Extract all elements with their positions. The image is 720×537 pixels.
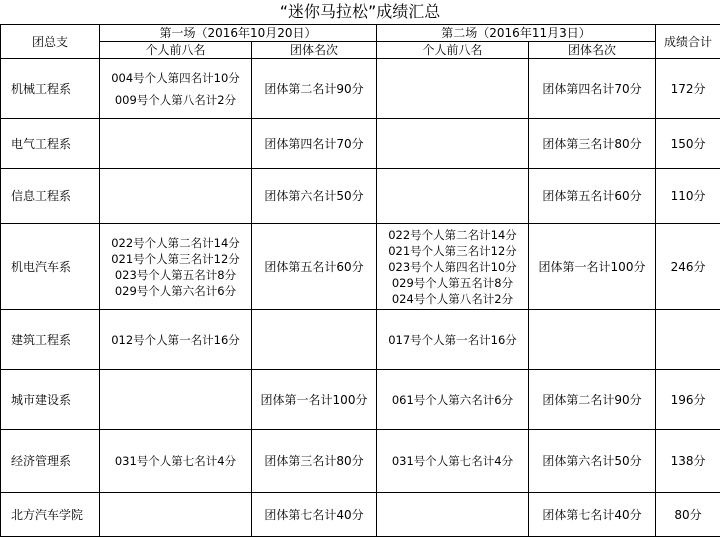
round1-individual-cell-list xyxy=(100,450,251,472)
round1-individual-cell xyxy=(100,370,252,430)
round1-individual-cell xyxy=(100,59,252,119)
individual-entry: 012号个人第一名计16分 xyxy=(111,329,240,351)
header-row-round xyxy=(1,25,720,42)
round2-individual-cell xyxy=(377,493,529,537)
round1-individual-cell-list xyxy=(100,235,251,299)
round2-team-cell: 团体第七名计40分 xyxy=(529,493,656,537)
round1-individual-cell xyxy=(100,224,252,310)
individual-entry: 021号个人第三名计12分 xyxy=(388,243,517,259)
individual-entry: 029号个人第六名计6分 xyxy=(115,283,236,299)
header-round2: 第二场（2016年11月3日） xyxy=(377,25,656,42)
individual-entry: 009号个人第八名计2分 xyxy=(115,89,236,111)
dept-name: 机械工程系 xyxy=(1,59,100,119)
header-r2-individual: 个人前八名 xyxy=(377,42,529,59)
round1-individual-cell xyxy=(100,430,252,493)
table-row xyxy=(1,224,720,310)
round2-individual-cell xyxy=(377,310,529,370)
round2-team-cell: 团体第二名计90分 xyxy=(529,370,656,430)
total-score-cell: 80分 xyxy=(656,493,720,537)
page-title: “迷你马拉松”成绩汇总 xyxy=(0,0,720,24)
dept-name: 电气工程系 xyxy=(1,119,100,169)
individual-entry: 023号个人第五名计8分 xyxy=(115,267,236,283)
table-body xyxy=(1,59,720,537)
score-summary-table xyxy=(0,24,720,537)
header-total: 成绩合计 xyxy=(656,25,720,59)
header-r1-individual: 个人前八名 xyxy=(100,42,252,59)
individual-entry: 022号个人第二名计14分 xyxy=(388,227,517,243)
round1-individual-cell-list xyxy=(100,67,251,111)
total-score-cell: 246分 xyxy=(656,224,720,310)
total-score-cell: 172分 xyxy=(656,59,720,119)
table-row xyxy=(1,59,720,119)
round2-individual-cell xyxy=(377,59,529,119)
round1-individual-cell xyxy=(100,310,252,370)
round2-team-cell: 团体第一名计100分 xyxy=(529,224,656,310)
header-dept: 团总支 xyxy=(1,25,100,59)
table-row xyxy=(1,430,720,493)
individual-entry: 031号个人第七名计4分 xyxy=(392,450,513,472)
round2-individual-cell-list xyxy=(377,450,528,472)
individual-entry: 004号个人第四名计10分 xyxy=(111,67,240,89)
round2-individual-cell xyxy=(377,224,529,310)
dept-name: 建筑工程系 xyxy=(1,310,100,370)
round2-individual-cell-list xyxy=(377,389,528,411)
round2-individual-cell xyxy=(377,430,529,493)
round2-team-cell: 团体第五名计60分 xyxy=(529,169,656,224)
table-row xyxy=(1,119,720,169)
round2-team-cell: 团体第四名计70分 xyxy=(529,59,656,119)
round2-team-cell xyxy=(529,310,656,370)
dept-name: 北方汽车学院 xyxy=(1,493,100,537)
total-score-cell xyxy=(656,310,720,370)
individual-entry: 023号个人第四名计10分 xyxy=(388,259,517,275)
table-row xyxy=(1,310,720,370)
round1-team-cell: 团体第六名计50分 xyxy=(252,169,377,224)
total-score-cell: 150分 xyxy=(656,119,720,169)
total-score-cell: 196分 xyxy=(656,370,720,430)
header-r2-team: 团体名次 xyxy=(529,42,656,59)
individual-entry: 021号个人第三名计12分 xyxy=(111,251,240,267)
table-row xyxy=(1,169,720,224)
dept-name: 机电汽车系 xyxy=(1,224,100,310)
header-round1: 第一场（2016年10月20日） xyxy=(100,25,377,42)
individual-entry: 017号个人第一名计16分 xyxy=(388,329,517,351)
round1-individual-cell xyxy=(100,169,252,224)
individual-entry: 029号个人第五名计8分 xyxy=(392,275,513,291)
round1-team-cell: 团体第七名计40分 xyxy=(252,493,377,537)
individual-entry: 031号个人第七名计4分 xyxy=(115,450,236,472)
dept-name: 信息工程系 xyxy=(1,169,100,224)
dept-name: 城市建设系 xyxy=(1,370,100,430)
round1-team-cell: 团体第二名计90分 xyxy=(252,59,377,119)
round2-team-cell: 团体第六名计50分 xyxy=(529,430,656,493)
round2-individual-cell-list xyxy=(377,329,528,351)
round1-team-cell: 团体第三名计80分 xyxy=(252,430,377,493)
total-score-cell: 138分 xyxy=(656,430,720,493)
individual-entry: 022号个人第二名计14分 xyxy=(111,235,240,251)
round1-team-cell: 团体第五名计60分 xyxy=(252,224,377,310)
round1-individual-cell xyxy=(100,493,252,537)
round1-individual-cell-list xyxy=(100,329,251,351)
round2-individual-cell xyxy=(377,370,529,430)
table-row xyxy=(1,493,720,537)
round1-team-cell: 团体第一名计100分 xyxy=(252,370,377,430)
header-row-sub xyxy=(1,42,720,59)
round2-team-cell: 团体第三名计80分 xyxy=(529,119,656,169)
individual-entry: 024号个人第八名计2分 xyxy=(392,291,513,307)
individual-entry: 061号个人第六名计6分 xyxy=(392,389,513,411)
round2-individual-cell xyxy=(377,169,529,224)
round1-team-cell: 团体第四名计70分 xyxy=(252,119,377,169)
round1-individual-cell xyxy=(100,119,252,169)
round2-individual-cell xyxy=(377,119,529,169)
dept-name: 经济管理系 xyxy=(1,430,100,493)
round2-individual-cell-list xyxy=(377,227,528,307)
table-row xyxy=(1,370,720,430)
total-score-cell: 110分 xyxy=(656,169,720,224)
round1-team-cell xyxy=(252,310,377,370)
header-r1-team: 团体名次 xyxy=(252,42,377,59)
